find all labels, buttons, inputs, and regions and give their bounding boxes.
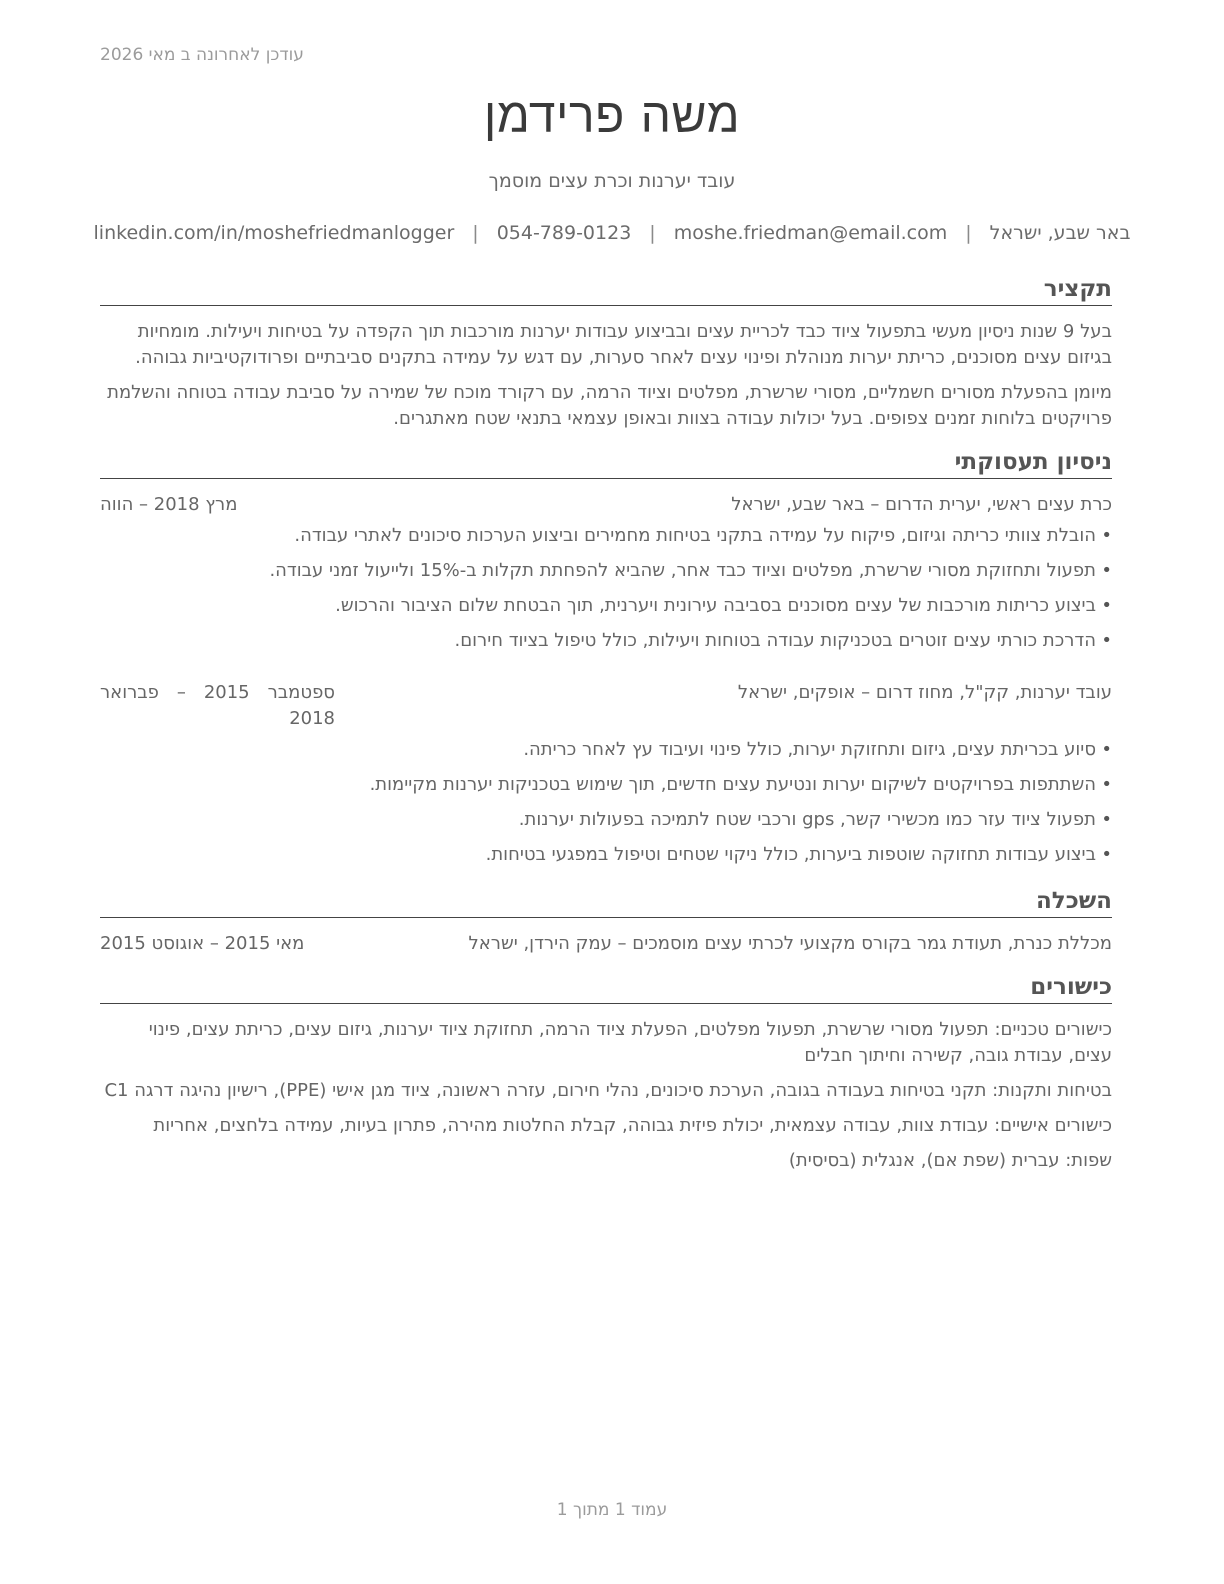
job-dates: מרץ 2018 – הווה [100, 494, 238, 515]
job-bullet: • ביצוע עבודות תחזוקה שוטפות ביערות, כולל ניקוי שטחים וטיפול במפגעי בטיחות. [100, 842, 1112, 868]
section-title-skills: כישורים [100, 972, 1112, 1004]
job-dates: ספטמבר 2015 – פברואר 2018 [100, 682, 335, 729]
education-title: מכללת כנרת, תעודת גמר בקורס מקצועי לכרתי עצים מוסמכים – עמק הירדן, ישראל [468, 933, 1112, 954]
contact-linkedin[interactable]: linkedin.com/in/moshefriedmanlogger [93, 222, 455, 244]
job-bullet: • הדרכת כורתי עצים זוטרים בטכניקות עבודה בטוחות ויעילות, כולל טיפול בציוד חירום. [100, 628, 1112, 654]
contact-separator: | [472, 222, 479, 244]
job-header [100, 680, 1112, 734]
job-bullet: • השתתפות בפרויקטים לשיקום יערות ונטיעת עצים חדשים, תוך שימוש בטכניקות יערנות מקיימות. [100, 772, 1112, 798]
last-updated-text: עודכן לאחרונה ב מאי 2026 [100, 45, 304, 65]
contact-separator: | [649, 222, 656, 244]
contact-phone[interactable]: 054-789-0123 [496, 222, 632, 244]
section-title-summary: תקציר [100, 274, 1112, 306]
section-title-experience: ניסיון תעסוקתי [100, 447, 1112, 479]
contact-email[interactable]: moshe.friedman@email.com [673, 222, 948, 244]
education-dates: מאי 2015 – אוגוסט 2015 [100, 933, 305, 954]
page-number: עמוד 1 מתוך 1 [556, 1500, 668, 1520]
job-bullet: • ביצוע כריתות מורכבות של עצים מסוכנים בסביבה עירונית ויערנית, תוך הבטחת שלום הציבור והרכוש. [100, 593, 1112, 619]
skills-line: שפות: עברית (שפת אם), אנגלית (בסיסית) [788, 1150, 1112, 1171]
candidate-name: משה פרידמן [483, 88, 741, 144]
contact-location: באר שבע, ישראל [989, 222, 1131, 244]
section-title-education: השכלה [100, 886, 1112, 918]
job-bullet: • סיוע בכריתת עצים, גיזום ותחזוקת יערות, כולל פינוי ועיבוד עץ לאחר כריתה. [100, 737, 1112, 763]
job-bullets [100, 523, 1112, 663]
skills-line: כישורים אישיים: עבודת צוות, עבודה עצמאית, יכולת פיזית גבוהה, קבלת החלטות מהירה, פתרון בעיות, עמידה בלחצים, אחריות [153, 1115, 1112, 1136]
job-bullet: • הובלת צוותי כריתה וגיזום, פיקוח על עמידה בתקני בטיחות מחמירים וביצוע הערכות סיכונים לאתרי עבודה. [100, 523, 1112, 549]
job-title: עובד יערנות, קק"ל, מחוז דרום – אופקים, ישראל [737, 682, 1112, 703]
skills-line: כישורים טכניים: תפעול מסורי שרשרת, תפעול מפלטים, הפעלת ציוד הרמה, תחזוקת ציוד יערנות, גיזום עצים, כריתת עצים, פינוי עצים, עבודת גובה, קשירה וחיתוך חבלים [148, 1019, 1112, 1066]
job-bullet: • תפעול ציוד עזר כמו מכשירי קשר, gps ורכבי שטח לתמיכה בפעולות יערנות. [100, 807, 1112, 833]
job-bullet: • תפעול ותחזוקת מסורי שרשרת, מפלטים וציוד כבד אחר, שהביא להפחתת תקלות ב-15% ולייעול זמני עבודה. [100, 558, 1112, 584]
summary-paragraph: בעל 9 שנות ניסיון מעשי בתפעול ציוד כבד לכריית עצים ובביצוע עבודות יערנות מורכבות תוך הקפדה על בטיחות ויעילות. מומחיות בגיזום עצים מסוכנים, כריתת יערות מנוהלת ופינוי עצים לאחר סערות, עם דגש על עמידה בתקנים סביבתיים ופרודוקטיביות גבוהה. [135, 321, 1112, 368]
contact-separator: | [965, 222, 972, 244]
job-title: כרת עצים ראשי, יערית הדרום – באר שבע, ישראל [731, 494, 1112, 515]
skills-line: בטיחות ותקנות: תקני בטיחות בעבודה בגובה, הערכת סיכונים, נהלי חירום, עזרה ראשונה, ציוד מגן אישי (PPE), רישיון נהיגה דרגה C1 [104, 1080, 1112, 1101]
summary-paragraph: מיומן בהפעלת מסורים חשמליים, מסורי שרשרת, מפלטים וציוד הרמה, עם רקורד מוכח של שמירה על סביבת עבודה בטוחה והשלמת פרויקטים בלוחות זמנים צפופים. בעל יכולות עבודה בצוות ובאופן עצמאי בתנאי שטח מאתגרים. [107, 382, 1112, 429]
job-bullets [100, 737, 1112, 877]
candidate-subtitle: עובד יערנות וכרת עצים מוסמך [488, 170, 736, 192]
contact-bar [93, 222, 1131, 244]
